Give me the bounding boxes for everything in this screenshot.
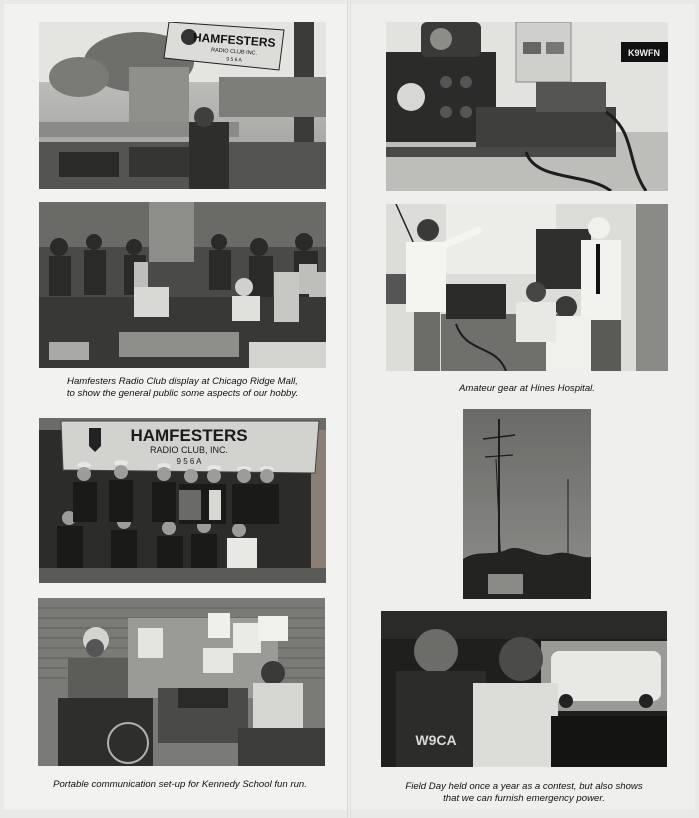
- photo-radio-gear: [386, 22, 668, 191]
- caption-kennedy: [30, 779, 330, 791]
- banner-line-2: RADIO CLUB INC.: [210, 47, 258, 57]
- caption-mall: [39, 376, 326, 400]
- caption-field-day: [381, 781, 667, 805]
- page-fold: [347, 0, 351, 818]
- photo-field-day: [381, 611, 667, 767]
- photo-club-group: [39, 418, 326, 583]
- callsign-sign: K9WFN: [628, 48, 660, 58]
- group-banner-line-1: HAMFESTERS: [130, 426, 248, 445]
- caption-field-day-line-1: Field Day held once a year as a contest, but also shows: [405, 781, 643, 792]
- photo-mall-crowd: [39, 202, 326, 368]
- caption-hospital-line-1: Amateur gear at Hines Hospital.: [459, 383, 595, 394]
- photo-antenna-tower: [463, 409, 591, 599]
- caption-kennedy-line-1: Portable communication set-up for Kennedy School fun run.: [53, 779, 307, 790]
- photo-kennedy-school: [38, 598, 325, 766]
- group-banner-line-3: 9 5 6 A: [176, 457, 202, 466]
- caption-field-day-line-2: that we can furnish emergency power.: [443, 793, 605, 804]
- caption-mall-line-2: to show the general public some aspects of our hobby.: [66, 388, 299, 399]
- caption-hospital: [386, 383, 668, 395]
- shirt-text: W9CA: [415, 732, 457, 748]
- banner-line-1: HAMFESTERS: [192, 30, 277, 50]
- photo-hines-hospital: [386, 204, 668, 371]
- photo-mall-display: [39, 22, 326, 189]
- group-banner-line-2: RADIO CLUB, INC.: [149, 445, 229, 455]
- banner-line-3: 9 5 6 A: [226, 56, 243, 64]
- caption-mall-line-1: Hamfesters Radio Club display at Chicago Ridge Mall,: [67, 376, 298, 387]
